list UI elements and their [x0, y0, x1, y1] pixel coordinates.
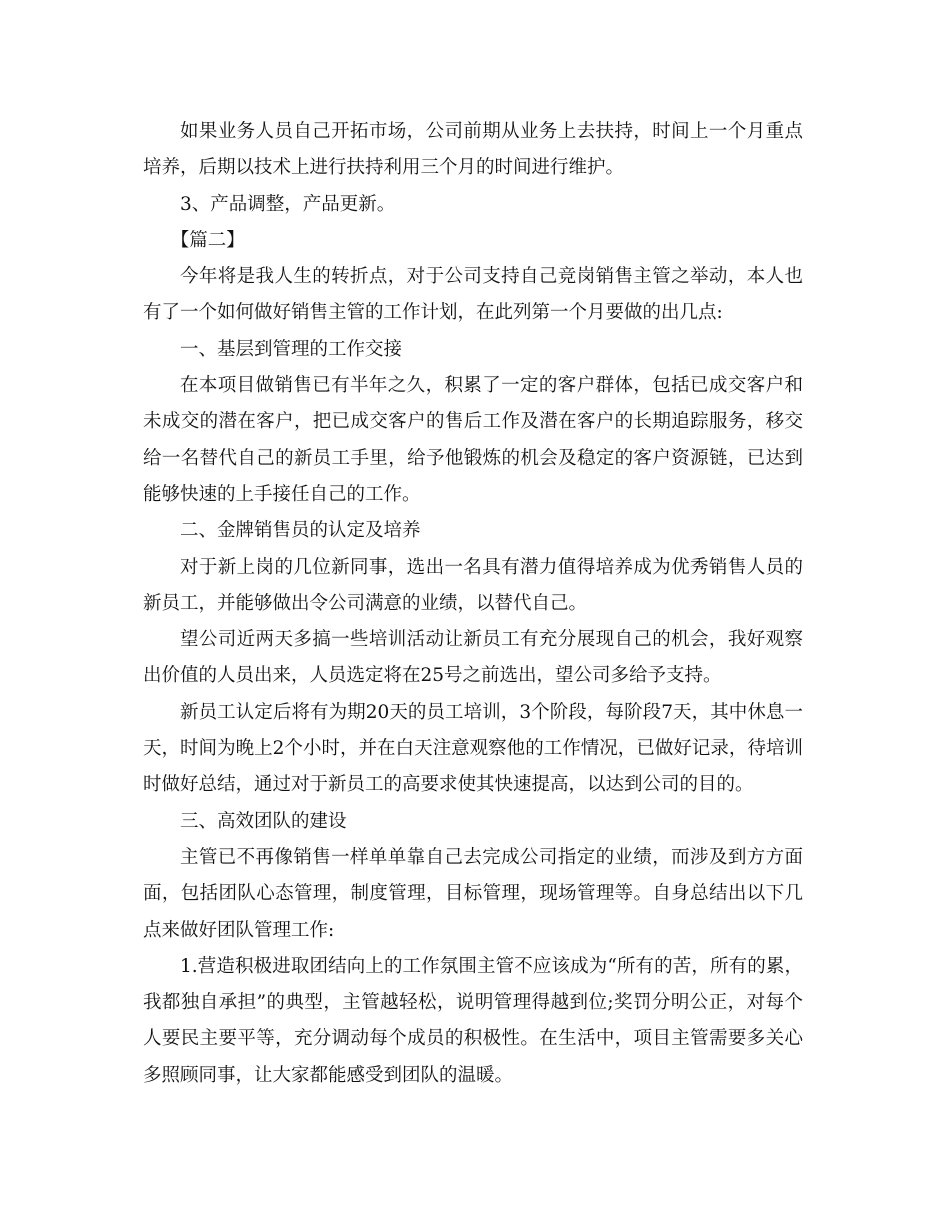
paragraph-handover: 在本项目做销售已有半年之久，积累了一定的客户群体，包括已成交客户和未成交的潜在客户，把已成交客户的售后工作及潜在客户的长期追踪服务，移交给一名替代自己的新员工手里，给予他锻炼的机会及稳定的客户资源链，已达到能够快速的上手接任自己的工作。	[143, 375, 803, 505]
section-heading-part-two: 【篇二】	[170, 229, 245, 251]
heading-handover: 一、基层到管理的工作交接	[180, 338, 403, 360]
heading-team-building: 三、高效团队的建设	[180, 810, 347, 832]
paragraph-select-new-staff: 对于新上岗的几位新同事，选出一名具有潜力值得培养成为优秀销售人员的新员工，并能够做出令公司满意的业绩，以替代自己。	[143, 556, 803, 614]
paragraph-work-atmosphere: 1.营造积极进取团结向上的工作氛围主管不应该成为“所有的苦，所有的累，我都独自承担”的典型，主管越轻松，说明管理得越到位;奖罚分明公正，对每个人要民主要平等，充分调动每个成员的积极性。在生活中，项目主管需要多关心多照顾同事，让大家都能感受到团队的温暖。	[143, 955, 803, 1086]
paragraph-training-activities: 望公司近两天多搞一些培训活动让新员工有充分展现自己的机会，我好观察出价值的人员出来，人员选定将在25号之前选出，望公司多给予支持。	[143, 629, 803, 687]
document-body	[143, 114, 803, 1094]
paragraph-support-plan: 如果业务人员自己开拓市场，公司前期从业务上去扶持，时间上一个月重点培养，后期以技术上进行扶持利用三个月的时间进行维护。	[143, 121, 803, 179]
paragraph-product-adjustment: 3、产品调整，产品更新。	[180, 193, 396, 215]
paragraph-training-schedule: 新员工认定后将有为期20天的员工培训，3个阶段，每阶段7天，其中休息一天，时间为晚上2个小时，并在白天注意观察他的工作情况，已做好记录，待培训时做好总结，通过对于新员工的高要求使其快速提高，以达到公司的目的。	[143, 701, 803, 796]
heading-gold-salesperson: 二、金牌销售员的认定及培养	[180, 520, 421, 542]
paragraph-team-management: 主管已不再像销售一样单单靠自己去完成公司指定的业绩，而涉及到方方面面，包括团队心态管理，制度管理，目标管理，现场管理等。自身总结出以下几点来做好团队管理工作:	[143, 846, 803, 941]
paragraph-intro: 今年将是我人生的转折点，对于公司支持自己竞岗销售主管之举动，本人也有了一个如何做好销售主管的工作计划，在此列第一个月要做的出几点:	[143, 266, 803, 324]
